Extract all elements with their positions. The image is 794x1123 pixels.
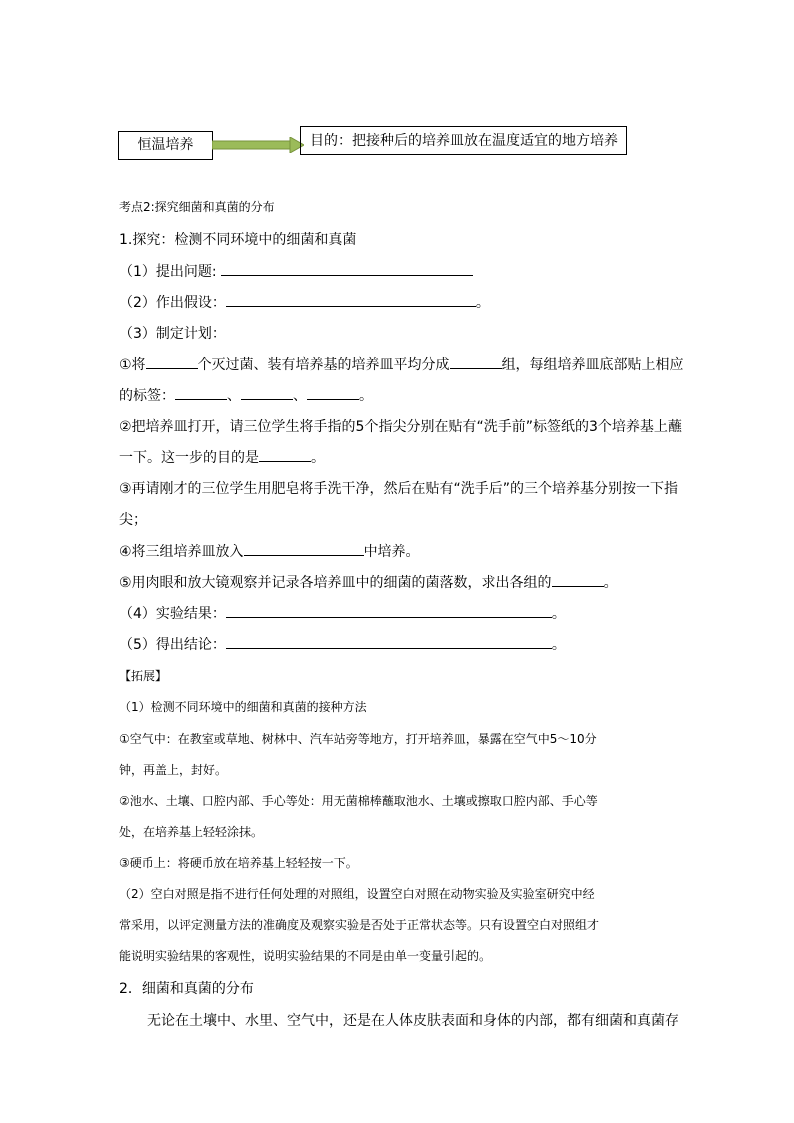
answer-blank[interactable] bbox=[259, 447, 311, 462]
step-1-line-2 bbox=[119, 385, 373, 405]
answer-blank[interactable] bbox=[226, 634, 552, 649]
step-3-line-2: 尖； bbox=[119, 512, 147, 528]
step-text: 一下。这一步的目的是 bbox=[119, 450, 259, 466]
extension-paragraph: 常采用，以评定测量方法的准确度及观察实验是否处于正常状态等。只有设置空白对照组才 bbox=[119, 918, 600, 932]
question-1 bbox=[119, 261, 473, 281]
step-text: 的标签： bbox=[119, 388, 175, 404]
punctuation: 。 bbox=[359, 388, 373, 404]
body-paragraph: 无论在土壤中、水里、空气中，还是在人体皮肤表面和身体的内部，都有细菌和真菌存 bbox=[147, 1013, 679, 1029]
separator: 、 bbox=[227, 388, 241, 404]
step-3-line-1: ③再请刚才的三位学生用肥皂将手洗干净，然后在贴有“洗手后”的三个培养基分别按一下指 bbox=[119, 481, 679, 497]
extension-paragraph: ①空气中：在教室或草地、树林中、汽车站旁等地方，打开培养皿，暴露在空气中5～10分 bbox=[119, 732, 597, 746]
question-5 bbox=[119, 634, 566, 654]
answer-blank[interactable] bbox=[146, 354, 198, 369]
section-heading: 考点2:探究细菌和真菌的分布 bbox=[119, 200, 275, 214]
item-title: 1.探究：检测不同环境中的细菌和真菌 bbox=[119, 232, 357, 248]
answer-blank[interactable] bbox=[241, 385, 293, 400]
answer-blank[interactable] bbox=[307, 385, 359, 400]
step-text: ④将三组培养皿放入 bbox=[119, 544, 244, 560]
answer-blank[interactable] bbox=[226, 603, 552, 618]
question-label: （1）提出问题: bbox=[119, 264, 217, 280]
extension-paragraph: （2）空白对照是指不进行任何处理的对照组，设置空白对照在动物实验及实验室研究中经 bbox=[119, 887, 595, 901]
extension-paragraph: 能说明实验结果的客观性，说明实验结果的不同是由单一变量引起的。 bbox=[119, 949, 492, 963]
answer-blank[interactable] bbox=[221, 261, 473, 276]
answer-blank[interactable] bbox=[244, 541, 364, 556]
subsection-title: 2．细菌和真菌的分布 bbox=[119, 981, 254, 997]
question-label: （4）实验结果： bbox=[119, 606, 226, 622]
step-2-line-1: ②把培养皿打开，请三位学生将手指的5个指尖分别在贴有“洗手前”标签纸的3个培养基上蘸 bbox=[119, 419, 682, 435]
step-text: ①将 bbox=[119, 357, 146, 373]
extension-title: 【拓展】 bbox=[119, 669, 168, 683]
extension-paragraph: （1）检测不同环境中的细菌和真菌的接种方法 bbox=[119, 700, 367, 714]
step-text: 组，每组培养皿底部贴上相应 bbox=[501, 357, 684, 373]
step-text: ⑤用肉眼和放大镜观察并记录各培养皿中的细菌的菌落数，求出各组的 bbox=[119, 575, 552, 591]
flow-purpose-box: 目的：把接种后的培养皿放在温度适宜的地方培养 bbox=[300, 126, 627, 155]
step-5 bbox=[119, 572, 618, 592]
punctuation: 。 bbox=[475, 295, 490, 311]
extension-paragraph: ③硬币上：将硬币放在培养基上轻轻按一下。 bbox=[119, 856, 358, 870]
answer-blank[interactable] bbox=[552, 572, 604, 587]
step-1-line-1 bbox=[119, 354, 684, 374]
punctuation: 。 bbox=[551, 637, 566, 653]
question-4 bbox=[119, 603, 566, 623]
extension-paragraph: 钟，再盖上，封好。 bbox=[119, 763, 228, 777]
question-label: （2）作出假设： bbox=[119, 295, 226, 311]
punctuation: 。 bbox=[311, 450, 325, 466]
question-3: （3）制定计划： bbox=[119, 326, 226, 342]
step-2-line-2 bbox=[119, 447, 325, 467]
punctuation: 。 bbox=[551, 606, 566, 622]
answer-blank[interactable] bbox=[175, 385, 227, 400]
step-text: 个灭过菌、装有培养基的培养皿平均分成 bbox=[197, 357, 450, 373]
separator: 、 bbox=[293, 388, 307, 404]
step-4 bbox=[119, 541, 420, 561]
step-text: 中培养。 bbox=[363, 544, 420, 560]
right-arrow-icon bbox=[212, 137, 304, 153]
answer-blank[interactable] bbox=[450, 354, 502, 369]
question-label: （5）得出结论： bbox=[119, 637, 226, 653]
extension-paragraph: ②池水、土壤、口腔内部、手心等处：用无菌棉棒蘸取池水、土壤或擦取口腔内部、手心等 bbox=[119, 794, 598, 808]
answer-blank[interactable] bbox=[226, 292, 476, 307]
flow-step-box: 恒温培养 bbox=[118, 131, 213, 160]
question-2 bbox=[119, 292, 490, 312]
extension-paragraph: 处，在培养基上轻轻涂抹。 bbox=[119, 825, 264, 839]
punctuation: 。 bbox=[603, 575, 618, 591]
